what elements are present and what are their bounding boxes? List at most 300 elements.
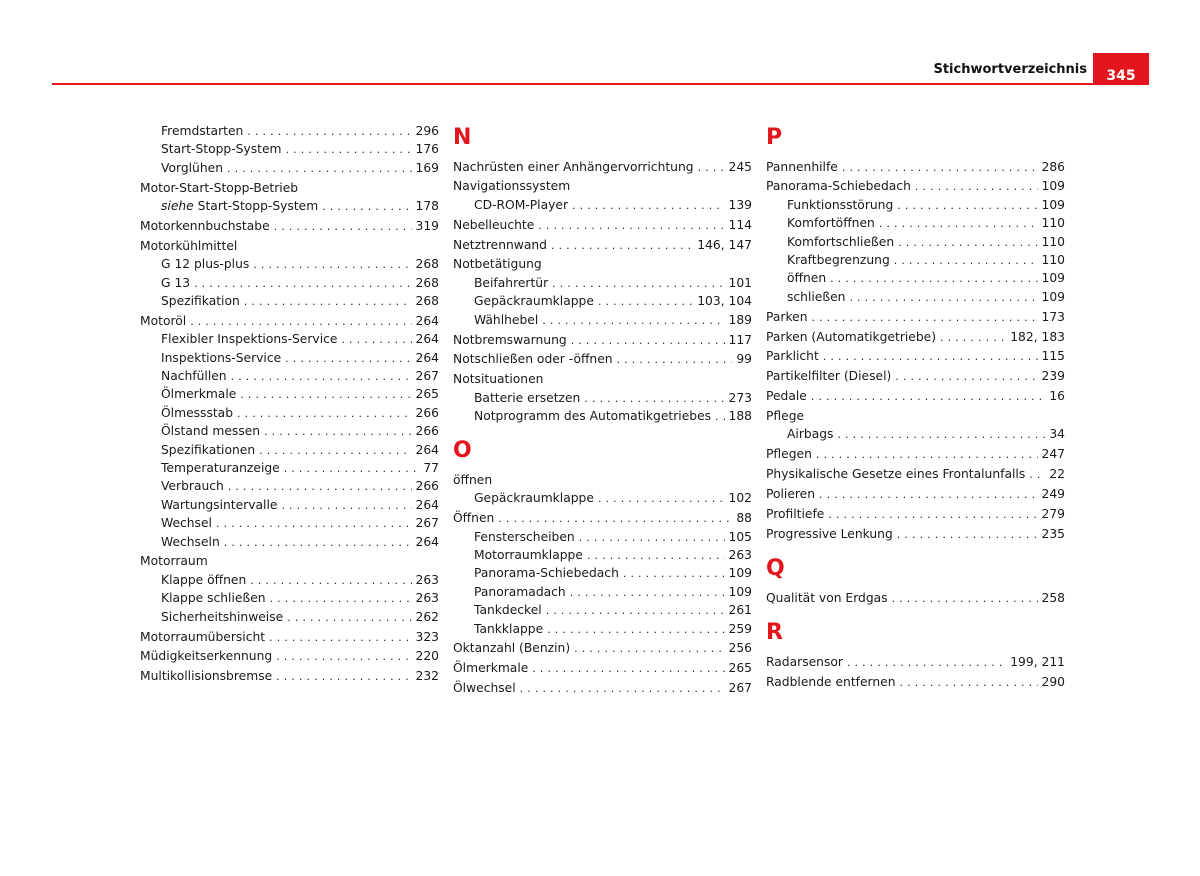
index-column-2	[453, 124, 752, 698]
page-ref: 178	[415, 199, 439, 214]
index-entry-oeffnen	[453, 471, 752, 489]
entry-text: Ölmerkmale	[161, 387, 237, 402]
page-ref: 232	[415, 669, 439, 684]
page-ref: 267	[415, 516, 439, 531]
entry-text	[161, 197, 318, 215]
page-ref: 103, 104	[697, 294, 752, 309]
entry-text: Radarsensor	[766, 654, 843, 669]
page-ref: 110	[1041, 252, 1065, 267]
dot-leader	[281, 497, 411, 515]
dot-leader	[812, 309, 1038, 327]
page-ref: 109	[1041, 271, 1065, 286]
page-ref: 173	[1041, 309, 1065, 324]
page-ref: 235	[1041, 526, 1065, 541]
index-subentry-inspektions-service	[140, 349, 439, 367]
page-ref: 267	[415, 369, 439, 384]
dot-leader	[897, 526, 1038, 544]
page-ref: 266	[415, 479, 439, 494]
dot-leader	[237, 405, 411, 423]
dot-leader	[276, 668, 411, 686]
index-subentry-panorama-schiebedach	[453, 564, 752, 582]
page-ref: 139	[728, 197, 752, 212]
page-header-title: Stichwortverzeichnis	[933, 62, 1087, 77]
entry-text: öffnen	[787, 271, 827, 286]
entry-text: Gepäckraumklappe	[474, 294, 594, 309]
entry-text: Klappe schließen	[161, 591, 266, 606]
index-subentry-oelmerkmale	[140, 385, 439, 403]
index-entry-motorkuehlmittel	[140, 237, 439, 255]
dot-leader	[623, 565, 725, 583]
dot-leader	[1029, 466, 1045, 484]
entry-text: Kraftbegrenzung	[787, 252, 890, 267]
index-entry-oelwechsel	[453, 679, 752, 697]
page-ref: 189	[728, 312, 752, 327]
entry-text: Komfortöffnen	[787, 216, 875, 231]
section-letter-o: O	[453, 438, 472, 464]
dot-leader	[274, 218, 412, 236]
index-subentry-tankdeckel	[453, 601, 752, 619]
section-letter-q: Q	[766, 556, 785, 582]
index-subentry-fremdstarten	[140, 122, 439, 140]
index-entry-oeffnen	[453, 509, 752, 527]
entry-text: Motorkühlmittel	[140, 238, 238, 253]
entry-text: Netztrennwand	[453, 237, 547, 252]
entry-text: Vorglühen	[161, 160, 223, 175]
index-subentry-notprogramm-des-automatikgetriebes	[453, 407, 752, 425]
dot-leader	[828, 506, 1037, 524]
dot-leader	[546, 602, 725, 620]
dot-leader	[617, 351, 733, 369]
dot-leader	[269, 629, 411, 647]
entry-text: Ölmerkmale	[453, 661, 529, 676]
entry-text: Verbrauch	[161, 479, 224, 494]
page-ref: 77	[423, 461, 439, 476]
index-subentry-waehlhebel	[453, 311, 752, 329]
dot-leader	[811, 388, 1045, 406]
entry-text: Radblende entfernen	[766, 674, 896, 689]
dot-leader	[830, 270, 1037, 288]
page-ref: 263	[415, 591, 439, 606]
index-entry-navigationssystem	[453, 177, 752, 195]
index-entry-notsituationen	[453, 370, 752, 388]
dot-leader	[285, 350, 411, 368]
entry-text: Tankdeckel	[474, 603, 542, 618]
dot-leader	[270, 590, 412, 608]
section-letter-r: R	[766, 620, 783, 646]
index-entry-parken	[766, 308, 1065, 326]
entry-text: Motorraumklappe	[474, 548, 583, 563]
dot-leader	[842, 159, 1038, 177]
entry-text: Nebelleuchte	[453, 217, 535, 232]
page-ref: 239	[1041, 369, 1065, 384]
page-ref: 263	[728, 548, 752, 563]
index-subentry-start-stopp-system	[140, 197, 439, 215]
dot-leader	[847, 654, 1006, 672]
section-letter-p: P	[766, 125, 783, 150]
entry-text: Ölstand messen	[161, 424, 261, 439]
dot-leader	[194, 275, 411, 293]
page-ref: 264	[415, 497, 439, 512]
dot-leader	[879, 215, 1038, 233]
entry-text: Parklicht	[766, 349, 819, 364]
dot-leader	[572, 197, 724, 215]
dot-leader	[894, 252, 1038, 270]
entry-text: CD-ROM-Player	[474, 197, 569, 212]
index-entry-partikelfilter-diesel	[766, 367, 1065, 385]
dot-leader	[247, 123, 411, 141]
entry-text: Notsituationen	[453, 372, 544, 387]
page-ref: 319	[415, 218, 439, 233]
entry-text: Sicherheitshinweise	[161, 609, 284, 624]
index-subentry-airbags	[766, 425, 1065, 443]
index-entry-motor-start-stopp-betrieb	[140, 179, 439, 197]
index-subentry-oelstand-messen	[140, 422, 439, 440]
entry-text: Start-Stopp-System	[161, 142, 282, 157]
page-ref: 109	[1041, 289, 1065, 304]
index-subentry-oelmessstab	[140, 404, 439, 422]
entry-text: Ölwechsel	[453, 681, 516, 696]
index-entry-netztrennwand	[453, 236, 752, 254]
entry-text: Tankklappe	[474, 621, 544, 636]
dot-leader	[520, 680, 725, 698]
index-subentry-funktionsstoerung	[766, 196, 1065, 214]
entry-text: Nachfüllen	[161, 369, 227, 384]
dot-leader	[284, 460, 420, 478]
page-ref: 109	[1041, 179, 1065, 194]
page-ref: 117	[728, 332, 752, 347]
page-ref: 264	[415, 442, 439, 457]
entry-text: Müdigkeitserkennung	[140, 649, 273, 664]
dot-leader	[190, 313, 411, 331]
index-subentry-g-13	[140, 274, 439, 292]
index-entry-panorama-schiebedach	[766, 177, 1065, 195]
dot-leader	[250, 572, 411, 590]
entry-text: Wartungsintervalle	[161, 497, 278, 512]
dot-leader	[898, 234, 1037, 252]
dot-leader	[231, 368, 412, 386]
index-subentry-verbrauch	[140, 477, 439, 495]
entry-text: Motorraumübersicht	[140, 629, 266, 644]
entry-text: Funktionsstörung	[787, 197, 894, 212]
entry-text: Panorama-Schiebedach	[766, 179, 911, 194]
entry-text: Motor-Start-Stopp-Betrieb	[140, 180, 299, 195]
page-ref: 110	[1041, 234, 1065, 249]
dot-leader	[286, 141, 412, 159]
page-ref: 146, 147	[697, 237, 752, 252]
index-subentry-g-12-plus-plus	[140, 255, 439, 273]
entry-text: Flexibler Inspektions-Service	[161, 332, 338, 347]
dot-leader	[837, 426, 1045, 444]
page-ref: 266	[415, 405, 439, 420]
page-ref: 286	[1041, 159, 1065, 174]
entry-text: Pflegen	[766, 447, 812, 462]
page-ref: 109	[728, 566, 752, 581]
index-entry-notbremswarnung	[453, 331, 752, 349]
entry-text: Spezifikation	[161, 294, 240, 309]
entry-text: Wählhebel	[474, 312, 539, 327]
entry-text: G 13	[161, 275, 191, 290]
entry-text: Physikalische Gesetze eines Frontalunfalls	[766, 467, 1026, 482]
entry-text: Ölmessstab	[161, 405, 234, 420]
index-subentry-kraftbegrenzung	[766, 251, 1065, 269]
index-entry-muedigkeitserkennung	[140, 647, 439, 665]
dot-leader	[228, 478, 412, 496]
index-subentry-wechsel	[140, 514, 439, 532]
page-ref: 220	[415, 649, 439, 664]
page-ref: 109	[728, 584, 752, 599]
page-ref: 261	[728, 603, 752, 618]
entry-text: Panorama-Schiebedach	[474, 566, 619, 581]
page-ref: 268	[415, 294, 439, 309]
page-ref: 115	[1041, 349, 1065, 364]
page-ref: 264	[415, 332, 439, 347]
entry-text: Polieren	[766, 487, 816, 502]
index-subentry-komfortschliessen	[766, 233, 1065, 251]
index-entry-motorkennbuchstabe	[140, 217, 439, 235]
index-column-1	[140, 122, 439, 686]
entry-text: Wechseln	[161, 534, 220, 549]
page-ref: 258	[1041, 590, 1065, 605]
dot-leader	[584, 390, 724, 408]
entry-label: Start-Stopp-System	[197, 199, 319, 214]
entry-text: Motorkennbuchstabe	[140, 218, 270, 233]
page-ref: 264	[415, 350, 439, 365]
dot-leader	[532, 660, 724, 678]
page-number-badge: 345	[1093, 53, 1149, 85]
index-subentry-tankklappe	[453, 620, 752, 638]
page-ref: 199, 211	[1010, 654, 1065, 669]
page-ref: 101	[728, 275, 752, 290]
dot-leader	[570, 584, 725, 602]
page-ref: 268	[415, 257, 439, 272]
entry-text: Motoröl	[140, 313, 187, 328]
index-subentry-spezifikation	[140, 292, 439, 310]
index-entry-pannenhilfe	[766, 158, 1065, 176]
page-ref: 182, 183	[1010, 329, 1065, 344]
page-ref: 279	[1041, 507, 1065, 522]
entry-text: Navigationssystem	[453, 179, 571, 194]
entry-text: Klappe öffnen	[161, 572, 247, 587]
index-subentry-klappe-schliessen	[140, 589, 439, 607]
page-ref: 263	[415, 572, 439, 587]
index-subentry-batterie-ersetzen	[453, 389, 752, 407]
dot-leader	[816, 446, 1038, 464]
dot-leader	[240, 386, 411, 404]
entry-text: öffnen	[453, 472, 493, 487]
entry-text: schließen	[787, 289, 846, 304]
page-ref: 264	[415, 534, 439, 549]
entry-text: G 12 plus-plus	[161, 257, 250, 272]
entry-text: Temperaturanzeige	[161, 461, 280, 476]
dot-leader	[819, 486, 1037, 504]
dot-leader	[216, 515, 412, 533]
dot-leader	[598, 490, 725, 508]
index-entry-parklicht	[766, 347, 1065, 365]
entry-text: Spezifikationen	[161, 442, 256, 457]
index-entry-motoroel	[140, 312, 439, 330]
entry-text: Pedale	[766, 389, 807, 404]
index-subentry-nachfuellen	[140, 367, 439, 385]
index-subentry-wartungsintervalle	[140, 496, 439, 514]
page-ref: 16	[1049, 389, 1065, 404]
page-ref: 88	[736, 511, 752, 526]
entry-text: Motorraum	[140, 554, 208, 569]
page-ref: 34	[1049, 427, 1065, 442]
index-entry-profiltiefe	[766, 505, 1065, 523]
index-entry-multikollisionsbremse	[140, 667, 439, 685]
entry-text: Panoramadach	[474, 584, 566, 599]
dot-leader	[264, 423, 411, 441]
page-ref: 259	[728, 621, 752, 636]
dot-leader	[698, 159, 725, 177]
index-subentry-oeffnen	[766, 269, 1065, 287]
entry-text: Oktanzahl (Benzin)	[453, 641, 571, 656]
entry-text: Parken	[766, 309, 808, 324]
index-subentry-schliessen	[766, 288, 1065, 306]
dot-leader	[341, 331, 411, 349]
page-ref: 266	[415, 424, 439, 439]
index-entry-notbetaetigung	[453, 255, 752, 273]
page-ref: 110	[1041, 216, 1065, 231]
dot-leader	[571, 332, 725, 350]
dot-leader	[547, 621, 724, 639]
entry-text: Pannenhilfe	[766, 159, 838, 174]
index-subentry-flexibler-inspektions-service	[140, 330, 439, 348]
index-column-3	[766, 124, 1065, 691]
dot-leader	[598, 293, 693, 311]
page-ref: 99	[736, 352, 752, 367]
dot-leader	[892, 590, 1038, 608]
dot-leader	[579, 529, 725, 547]
dot-leader	[940, 329, 1006, 347]
dot-leader	[253, 256, 411, 274]
entry-text: Multikollisionsbremse	[140, 669, 273, 684]
dot-leader	[897, 197, 1037, 215]
entry-prefix: siehe	[161, 199, 194, 214]
index-entry-progressive-lenkung	[766, 525, 1065, 543]
index-subentry-beifahrertuer	[453, 274, 752, 292]
page-ref: 188	[728, 409, 752, 424]
page-ref: 105	[728, 529, 752, 544]
index-entry-radblende-entfernen	[766, 673, 1065, 691]
page-ref: 169	[415, 160, 439, 175]
dot-leader	[587, 547, 725, 565]
page-ref: 290	[1041, 674, 1065, 689]
index-entry-physikalische-gesetze-eines-frontalunfalls	[766, 465, 1065, 483]
page-ref: 114	[728, 217, 752, 232]
entry-text: Wechsel	[161, 516, 212, 531]
index-entry-polieren	[766, 485, 1065, 503]
dot-leader	[276, 648, 411, 666]
entry-text: Beifahrertür	[474, 275, 549, 290]
entry-text: Notschließen oder -öffnen	[453, 352, 613, 367]
entry-text: Pflege	[766, 409, 805, 424]
page-ref: 22	[1049, 467, 1065, 482]
entry-text: Inspektions-Service	[161, 350, 282, 365]
index-subentry-sicherheitshinweise	[140, 608, 439, 626]
dot-leader	[715, 408, 724, 426]
page-ref: 247	[1041, 447, 1065, 462]
dot-leader	[849, 289, 1037, 307]
index-entry-radarsensor	[766, 653, 1065, 671]
index-entry-nachruesten-einer-anhaengervorrichtung	[453, 158, 752, 176]
entry-text: Batterie ersetzen	[474, 390, 581, 405]
entry-text: Parken (Automatikgetriebe)	[766, 329, 937, 344]
index-subentry-motorraumklappe	[453, 546, 752, 564]
dot-leader	[574, 640, 724, 658]
dot-leader	[538, 217, 724, 235]
header-rule	[52, 83, 1149, 85]
dot-leader	[915, 178, 1038, 196]
dot-leader	[542, 312, 724, 330]
page-ref: 249	[1041, 487, 1065, 502]
page-ref: 176	[415, 142, 439, 157]
entry-text: Notprogramm des Automatikgetriebes	[474, 409, 712, 424]
index-subentry-gepaeckraumklappe	[453, 292, 752, 310]
index-subentry-wechseln	[140, 533, 439, 551]
index-entry-motorraumuebersicht	[140, 628, 439, 646]
index-entry-nebelleuchte	[453, 216, 752, 234]
index-entry-pedale	[766, 387, 1065, 405]
page-ref: 262	[415, 609, 439, 624]
entry-text: Qualität von Erdgas	[766, 590, 888, 605]
index-entry-oelmerkmale	[453, 659, 752, 677]
entry-text: Gepäckraumklappe	[474, 491, 594, 506]
entry-text: Partikelfilter (Diesel)	[766, 369, 892, 384]
index-subentry-fensterscheiben	[453, 528, 752, 546]
entry-text: Fremdstarten	[161, 124, 244, 138]
index-subentry-panoramadach	[453, 583, 752, 601]
index-subentry-temperaturanzeige	[140, 459, 439, 477]
entry-text: Profiltiefe	[766, 507, 825, 522]
index-entry-pflegen	[766, 445, 1065, 463]
index-entry-qualitaet-von-erdgas	[766, 589, 1065, 607]
dot-leader	[259, 442, 411, 460]
entry-text: Komfortschließen	[787, 234, 895, 249]
entry-text: Nachrüsten einer Anhängervorrichtung	[453, 159, 694, 174]
entry-text: Notbetätigung	[453, 257, 542, 272]
entry-text: Öffnen	[453, 511, 495, 526]
index-subentry-spezifikationen	[140, 441, 439, 459]
dot-leader	[227, 160, 412, 178]
index-subentry-cd-rom-player	[453, 196, 752, 214]
page-ref: 267	[728, 681, 752, 696]
index-subentry-gepaeckraumklappe	[453, 489, 752, 507]
page-ref: 296	[415, 124, 439, 138]
page-ref: 268	[415, 275, 439, 290]
index-entry-oktanzahl-benzin	[453, 639, 752, 657]
page-ref: 264	[415, 313, 439, 328]
dot-leader	[322, 198, 411, 216]
dot-leader	[552, 275, 724, 293]
page-ref: 273	[728, 390, 752, 405]
index-entry-pflege	[766, 407, 1065, 425]
entry-text: Fensterscheiben	[474, 529, 575, 544]
entry-text: Notbremswarnung	[453, 332, 567, 347]
page-ref: 323	[415, 629, 439, 644]
dot-leader	[287, 609, 411, 627]
dot-leader	[224, 534, 412, 552]
index-entry-parken-automatikgetriebe	[766, 328, 1065, 346]
section-letter-n: N	[453, 125, 472, 150]
entry-text: Progressive Lenkung	[766, 526, 893, 541]
dot-leader	[823, 348, 1038, 366]
dot-leader	[498, 510, 732, 528]
index-entry-motorraum	[140, 552, 439, 570]
index-subentry-start-stopp-system	[140, 140, 439, 158]
entry-text: Airbags	[787, 427, 834, 442]
index-subentry-vorgluehen	[140, 159, 439, 177]
